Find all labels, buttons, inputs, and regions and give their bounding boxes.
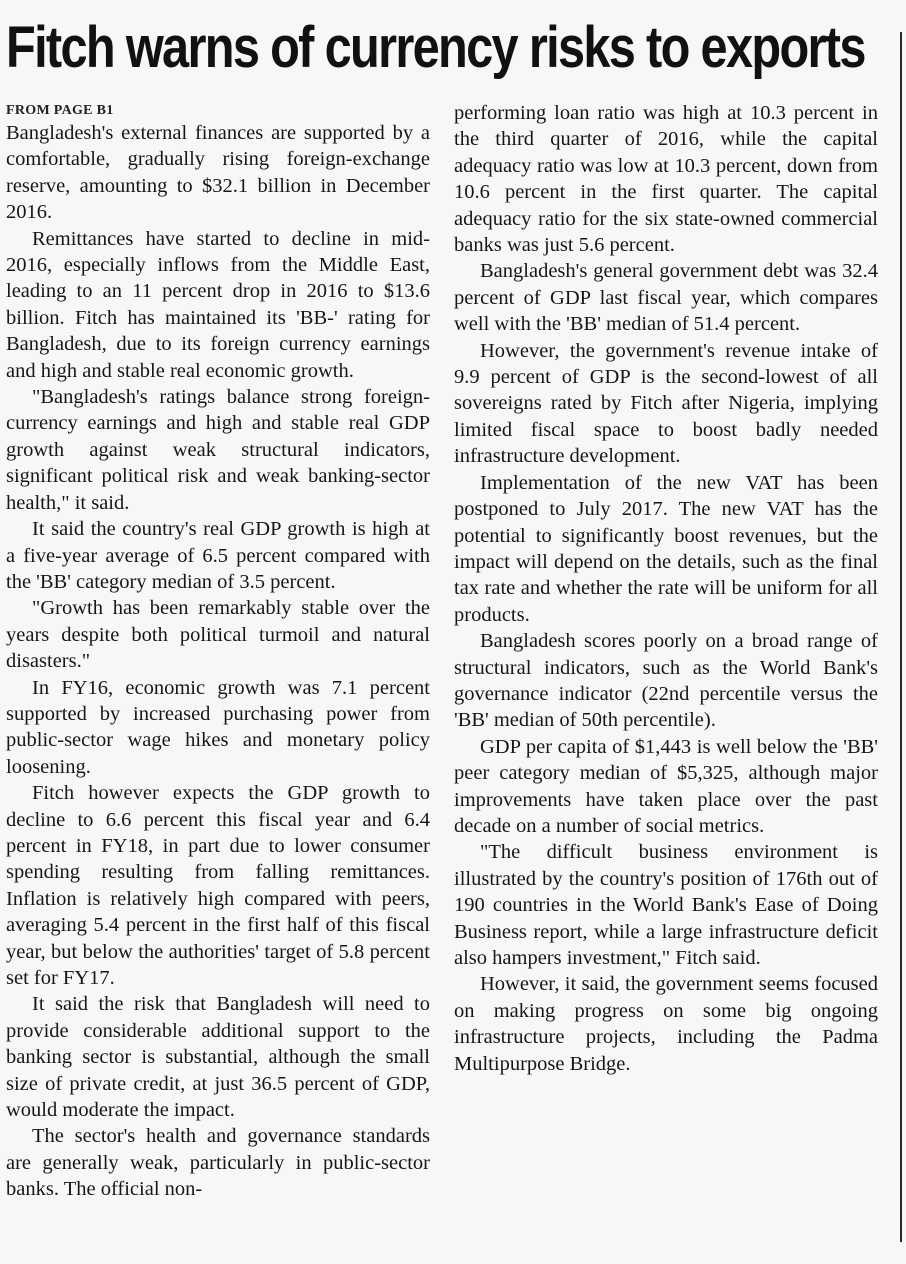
right-column <box>454 100 878 1203</box>
article-body <box>6 102 878 1203</box>
left-column <box>6 103 430 1203</box>
paragraph: It said the risk that Bangladesh will need to provide considerable additional support to the banking sector is substantial, although the small size of private credit, at just 36.5 percent of GDP, would moderate the impact. <box>6 993 430 1122</box>
paragraph: Fitch however expects the GDP growth to decline to 6.6 percent this fiscal year and 6.4 percent in FY18, in part due to lower consumer spending resulting from falling remittances. Inflation is relatively high compared with peers, averaging 5.4 percent in the first half of this fiscal year, but below the authorities' target of 5.8 percent set for FY17. <box>6 782 430 989</box>
paragraph: Bangladesh's general government debt was 32.4 percent of GDP last fiscal year, which compares well with the 'BB' median of 51.4 percent. <box>454 260 878 336</box>
headline: Fitch warns of currency risks to exports <box>6 15 865 80</box>
dateline: FROM PAGE B1 <box>6 103 114 118</box>
paragraph: Remittances have started to decline in mid-2016, especially inflows from the Middle East, leading to an 11 percent drop in 2016 to $13.6 billion. Fitch has maintained its 'BB-' rating for Bangladesh, due to its foreign currency earnings and high and stable real economic growth. <box>6 227 430 382</box>
paragraph: GDP per capita of $1,443 is well below the 'BB' peer category median of $5,325, although major improvements have taken place over the past decade on a number of social metrics. <box>454 735 878 837</box>
paragraph: Bangladesh scores poorly on a broad range of structural indicators, such as the World Bank's governance indicator (22nd percentile versus the 'BB' median of 50th percentile). <box>454 630 878 732</box>
paragraph: Implementation of the new VAT has been postponed to July 2017. The new VAT has the potential to significantly boost revenues, but the impact will depend on the details, such as the final tax rate and whether the rate will be uniform for all products. <box>454 471 878 626</box>
paragraph: performing loan ratio was high at 10.3 percent in the third quarter of 2016, while the capital adequacy ratio was low at 10.3 percent, down from 10.6 percent in the first quarter. The capital adequacy ratio for the six state-owned commercial banks was just 5.6 percent. <box>454 102 878 257</box>
paragraph: "Bangladesh's ratings balance strong foreign-currency earnings and high and stable real GDP growth against weak structural indicators, significant political risk and weak banking-sector health," it said. <box>6 386 430 514</box>
paragraph: However, it said, the government seems focused on making progress on some big ongoing infrastructure projects, including the Padma Multipurpose Bridge. <box>454 973 878 1075</box>
paragraph: However, the government's revenue intake of 9.9 percent of GDP is the second-lowest of all sovereigns rated by Fitch after Nigeria, implying limited fiscal space to boost badly needed infrastructure development. <box>454 339 878 468</box>
paragraph: The sector's health and governance standards are generally weak, particularly in public-sector banks. The official non- <box>6 1125 430 1201</box>
paragraph: "Growth has been remarkably stable over the years despite both political turmoil and natural disasters." <box>6 597 430 673</box>
paragraph: In FY16, economic growth was 7.1 percent supported by increased purchasing power from public-sector wage hikes and monetary policy loosening. <box>6 676 430 778</box>
paragraph: "The difficult business environment is illustrated by the country's position of 176th out of 190 countries in the World Bank's Ease of Doing Business report, while a large infrastructure deficit also hampers investment," Fitch said. <box>454 841 878 969</box>
paragraph: Bangladesh's external finances are supported by a comfortable, gradually rising foreign-exchange reserve, amounting to $32.1 billion in December 2016. <box>6 122 430 224</box>
column-rule <box>900 32 902 1242</box>
paragraph: It said the country's real GDP growth is high at a five-year average of 6.5 percent compared with the 'BB' category median of 3.5 percent. <box>6 518 430 593</box>
